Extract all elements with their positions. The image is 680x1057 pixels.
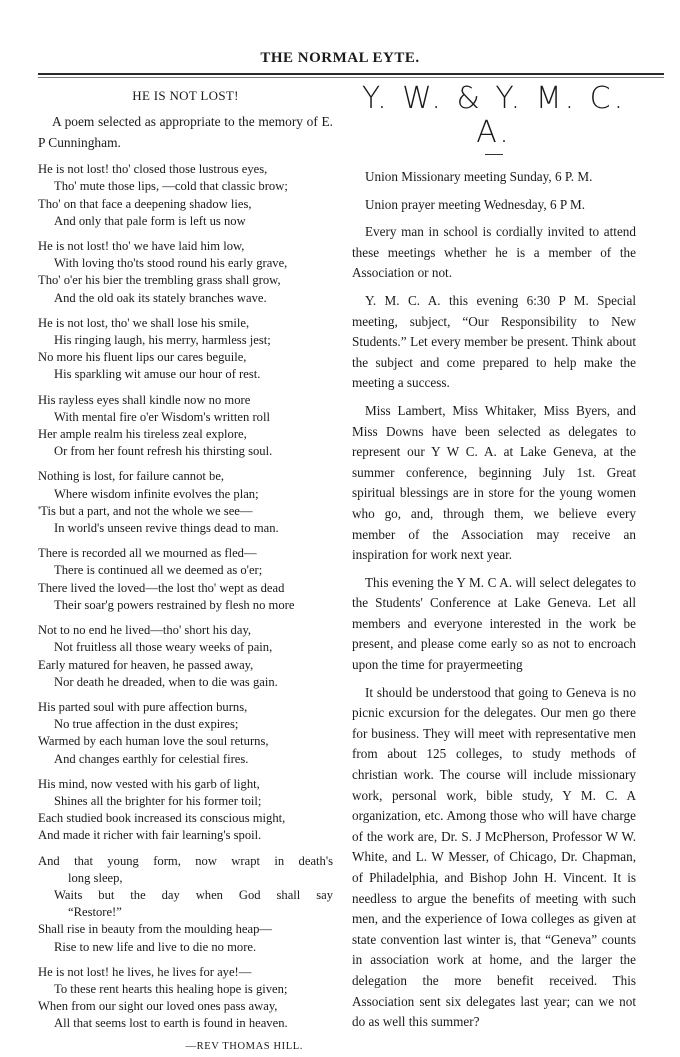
poem-line: No true affection in the dust expires;	[54, 717, 239, 732]
stanza-1	[38, 161, 333, 230]
notice-paragraph: Every man in school is cordially invited to attend these meetings whether he is a member of the Association or not.	[352, 224, 636, 281]
poem-line: Tho' o'er his bier the trembling grass shall grow,	[38, 273, 281, 288]
heading-dash	[485, 154, 503, 155]
poem-line: His mind, now vested with his garb of light,	[38, 776, 260, 791]
poem-line: Nor death he dreaded, when to die was gain.	[54, 674, 278, 689]
poem-line: Their soar'g powers restrained by flesh no more	[54, 597, 295, 612]
poem-line: All that seems lost to earth is found in heaven.	[54, 1016, 288, 1031]
poem-line: There is recorded all we mourned as fled—	[38, 546, 257, 561]
poem-line: And the old oak its stately branches wave.	[54, 290, 267, 305]
poem-line: Waits but the day when God shall say	[54, 887, 333, 902]
poem-line: And changes earthly for celestial fires.	[54, 751, 249, 766]
poem-line: Tho' mute those lips, —cold that classic brow;	[54, 179, 288, 194]
poem-line: With mental fire o'er Wisdom's written roll	[54, 409, 270, 424]
poem-line: There is continued all we deemed as o'er;	[54, 563, 263, 578]
poem-line: He is not lost, tho' we shall lose his smile,	[38, 315, 250, 330]
masthead-title: THE NORMAL EYTE.	[260, 50, 420, 66]
poem-line: Not fruitless all those weary weeks of pain,	[54, 640, 273, 655]
notice-paragraph: Union prayer meeting Wednesday, 6 P M.	[365, 196, 586, 212]
stanza-4	[38, 392, 333, 461]
stanza-2	[38, 238, 333, 307]
notice-paragraph: This evening the Y M. C A. will select delegates to the Students' Conference at Lake Geneva. Let all members and everyone interested in the work be present, and please come early so as not to encroach upon the time for prayermeeting	[352, 574, 636, 673]
poem-line: Shall rise in beauty from the moulding heap—	[38, 922, 272, 937]
header-rule	[38, 73, 664, 75]
poem-line: In world's unseen revive things dead to man.	[54, 521, 279, 536]
poem-line: His parted soul with pure affection burns,	[38, 699, 248, 714]
poem-column	[38, 86, 333, 1057]
poem-line: And only that pale form is left us now	[54, 213, 246, 228]
poem-intro: A poem selected as appropriate to the memory of E. P Cunningham.	[38, 114, 333, 150]
poem-line: Each studied book increased its conscious might,	[38, 811, 286, 826]
poem-line: He is not lost! he lives, he lives for aye!—	[38, 964, 252, 979]
poem-line: With loving tho'ts stood round his early grave,	[54, 256, 288, 271]
association-column	[352, 81, 636, 1040]
poem-line: Tho' on that face a deepening shadow lies,	[38, 196, 252, 211]
poem-line: His sparkling wit amuse our hour of rest.	[54, 367, 261, 382]
poem-line: His rayless eyes shall kindle now no more	[38, 392, 251, 407]
poem-line: And made it richer with fair learning's spoil.	[38, 828, 262, 843]
stanza-8	[38, 699, 333, 768]
poem-line: There lived the loved—the lost tho' wept as dead	[38, 580, 285, 595]
notice-paragraph: It should be understood that going to Geneva is no picnic excursion for the delegates. Our men go there for business. They will meet with representative men from about 125 colleges, to study methods of christian work. The course will include missionary work, personal work, bible study, Y M. C. A organization, etc. Among those who will have charge of the work are, Dr. S. J McPherson, Professor W W. White, and L. W Messer, of Chicago, Dr. Chapman, of Philadelphia, and Bishop John H. Vincent. It is needless to argue the benefits of meeting with such men, and the experience of Iowa colleges as given at state convention last winter is, that “Geneva” counts in association work at home, and the larger the delegation the more benefit received. This Association sent six delegates last year; can we not do as well this summer?	[352, 684, 636, 1030]
poem-line: Nothing is lost, for failure cannot be,	[38, 469, 225, 484]
poem-line: And that young form, now wrapt in death's	[38, 853, 333, 868]
poem-line: Her ample realm his tireless zeal explore,	[38, 427, 247, 442]
poem-line: Early matured for heaven, he passed away,	[38, 657, 254, 672]
poem-line: Rise to new life and live to die no more.	[54, 939, 257, 954]
poem-line: Warmed by each human love the soul returns,	[38, 734, 269, 749]
stanza-7	[38, 622, 333, 691]
poem-line: He is not lost! tho' we have laid him low,	[38, 239, 245, 254]
notice-paragraph: Miss Lambert, Miss Whitaker, Miss Byers, and Miss Downs have been selected as delegates to represent our Y W C. A. at Lake Geneva, at the summer conference, beginning July 1st. Great spiritual blessings are in store for the young women who go, and, through them, we believe every member of the Association may receive an inspiration for work next year.	[352, 402, 636, 563]
stanza-10	[38, 853, 333, 956]
poem-line: Shines all the brighter for his former toil;	[54, 793, 262, 808]
stanza-9	[38, 776, 333, 845]
poem-line: His ringing laugh, his merry, harmless jest;	[54, 333, 271, 348]
poem-line: When from our sight our loved ones pass away,	[38, 999, 278, 1014]
stanza-6	[38, 545, 333, 614]
poem-line: To these rent hearts this healing hope is given;	[54, 981, 288, 996]
notice-paragraph: Union Missionary meeting Sunday, 6 P. M.	[365, 169, 593, 184]
notice-paragraph: Y. M. C. A. this evening 6:30 P M. Special meeting, subject, “Our Responsibility to New Students.” Let every member be present. Think about the subject and come prepared to help make the meeting a success.	[352, 292, 636, 391]
poem-line: He is not lost! tho' closed those lustrous eyes,	[38, 162, 268, 177]
poem-line: “Restore!”	[68, 905, 122, 920]
poem-line: long sleep,	[68, 870, 123, 885]
poem-line: Not to no end he lived—tho' short his day,	[38, 623, 252, 638]
poem-line: No more his fluent lips our cares beguile,	[38, 350, 247, 365]
poem-line: 'Tis but a part, and not the whole we see—	[38, 503, 253, 518]
stanza-5	[38, 468, 333, 537]
poem-line: Where wisdom infinite evolves the plan;	[54, 486, 259, 501]
poem-attribution: —REV THOMAS HILL.	[185, 1040, 303, 1052]
poem-line: Or from her fount refresh his thirsting soul.	[54, 444, 273, 459]
header-rule-thin	[38, 77, 664, 78]
poem-title: HE IS NOT LOST!	[132, 88, 239, 103]
stanza-11	[38, 964, 333, 1033]
section-heading: Y. W. & Y. M. C. A.	[361, 81, 627, 150]
stanza-3	[38, 315, 333, 384]
